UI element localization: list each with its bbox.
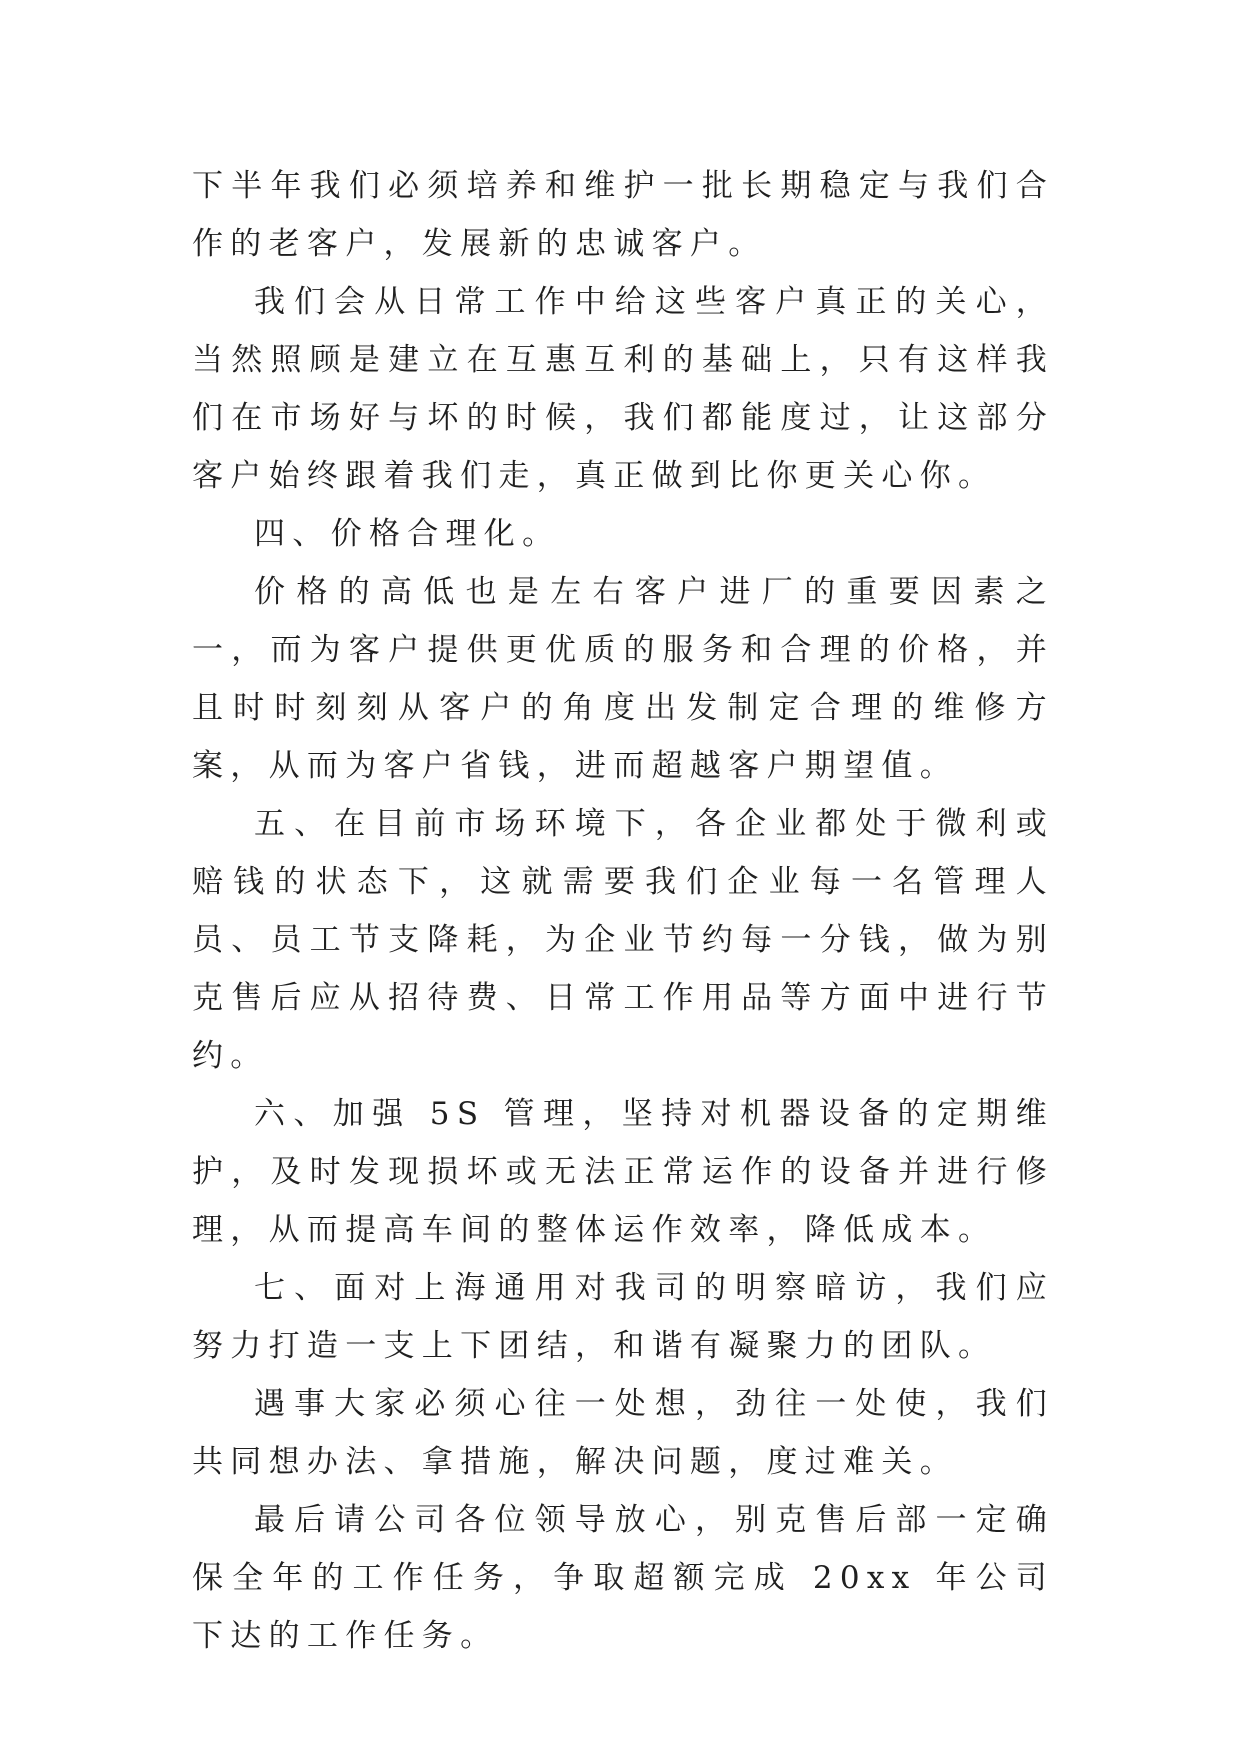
paragraph-team-building: 七、面对上海通用对我司的明察暗访，我们应努力打造一支上下团结，和谐有凝聚力的团队。: [192, 1270, 1054, 1364]
paragraph-cost-saving: 五、在目前市场环境下，各企业都处于微利或赔钱的状态下，这就需要我们企业每一名管理人员、员工节支降耗，为企业节约每一分钱，做为别克售后应从招待费、日常工作用品等方面中进行节约。: [192, 806, 1054, 1074]
document-body: [192, 157, 1054, 1665]
heading-price-rationalization: 四、价格合理化。: [254, 516, 561, 552]
paragraph-customer-care: 我们会从日常工作中给这些客户真正的关心，当然照顾是建立在互惠互利的基础上，只有这样我们在市场好与坏的时候，我们都能度过，让这部分客户始终跟着我们走，真正做到比你更关心你。: [192, 284, 1054, 494]
paragraph-continuation: 下半年我们必须培养和维护一批长期稳定与我们合作的老客户，发展新的忠诚客户。: [192, 168, 1054, 262]
paragraph-unity: 遇事大家必须心往一处想，劲往一处使，我们共同想办法、拿措施，解决问题，度过难关。: [192, 1386, 1054, 1480]
paragraph-conclusion: 最后请公司各位领导放心，别克售后部一定确保全年的工作任务，争取超额完成 20xx 年公司下达的工作任务。: [192, 1502, 1054, 1654]
paragraph-5s-management: 六、加强 5S 管理，坚持对机器设备的定期维护，及时发现损坏或无法正常运作的设备并进行修理，从而提高车间的整体运作效率，降低成本。: [192, 1096, 1054, 1248]
paragraph-price: 价格的高低也是左右客户进厂的重要因素之一，而为客户提供更优质的服务和合理的价格，并且时时刻刻从客户的角度出发制定合理的维修方案，从而为客户省钱，进而超越客户期望值。: [192, 574, 1054, 784]
